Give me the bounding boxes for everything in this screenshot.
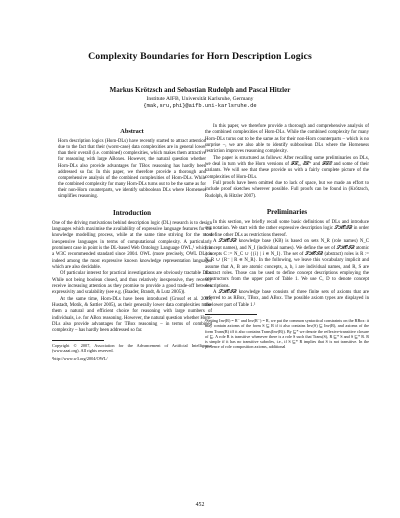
preliminaries-heading: Preliminaries — [266, 208, 308, 217]
abstract-section — [52, 128, 212, 201]
right-paragraph-2: The paper is structured as follows: After recalling some preliminaries on DLs, we deal in turn with the Horn versions of 𝓕𝓛₀, 𝓔𝓛⁺ and 𝓕𝓛𝓔 and some of their variants. We will see that these provide us with a fairly complete picture of the complexities of Horn-DLs. — [205, 155, 369, 180]
affiliation: Institute AIFB, Universität Karlsruhe, Germany — [146, 96, 254, 102]
prelim-paragraph-2: A 𝓢𝓗𝓞𝓘𝓠 knowledge base (KB) is based on sets N_R (role names) N_C (concept names), and N_I (individual names). We define the set of 𝓢𝓗𝓞𝓘𝓠 atomic concepts C := N_C ∪ {{i} | i ∈ N_I}. The set of 𝓢𝓗𝓞𝓘𝓠 (abstract) roles is R := N_R ∪ {R⁻ | R ∈ N_R}. In the following, we leave this vocabulary implicit and assume that A, B are atomic concepts, a, b, i are individual names, and R, S are abstract roles. Those can be used to define concept descriptions employing the constructors from the upper part of Table 1. We use C, D to denote concept descriptions. — [205, 239, 369, 289]
author-emails: {mak,sru,phi}@aifb.uni-karlsruhe.de — [143, 103, 257, 109]
page-number: 452 — [195, 502, 205, 508]
footnote-divider-right — [205, 314, 257, 315]
right-paragraph-1: In this paper, we therefore provide a thorough and comprehensive analysis of the combined complexities of Horn-DLs. While the combined complexity for many Horn-DLs turns out to be the same as for their non-Horn counterparts – which is no surprise –, we are also able to identify subboolean DLs where the Horneness restriction improves reasoning complexity. — [205, 124, 369, 155]
prelim-paragraph-3: A 𝓢𝓗𝓞𝓘𝓠 knowledge base consists of three finite sets of axioms that are referred to as RBox, TBox, and ABox. The possible axiom types are displayed in the lower part of Table 1.² — [205, 289, 369, 308]
footnote-1: ¹http://www.w3.org/2004/OWL/ — [52, 355, 108, 361]
right-paragraph-3: Full proofs have been omitted due to lack of space, but we made an effort to include proof sketches wherever possible. Full proofs can be found in (Krötzsch, Rudolph, & Hitzler 2007). — [205, 181, 369, 199]
intro-paragraph-1: One of the driving motivations behind description logic (DL) research is to design languages which maximise the availability of expressive language features for the knowledge modelling process, while at the same time striving for the most inexpensive languages in terms of computational complexity. A particularly prominent case in point is the DL-based Web Ontology Language OWL,¹ which is a W3C recommended standard since 2004. OWL (more precisely, OWL DL) is indeed among the most expressive known knowledge representation languages which are also decidable. — [52, 220, 212, 270]
footnote-2-block — [205, 318, 369, 350]
left-column — [52, 128, 212, 361]
abstract-text: Horn description logics (Horn-DLs) have recently started to attract attention due to the fact that their (worst-case) data complexities are in general lower than their overall (i.e. combined) complexities, which makes them attractive for reasoning with large ABoxes. However, the natural question whether Horn-DLs also provide advantages for TBox reasoning has hardly been addressed so far. In this paper, we therefore provide a thorough and comprehensive analysis of the combined complexities of Horn-DLs. While the combined complexity for many Horn-DLs turns out to be the same as for their non-Horn counterparts, we identify subboolean DLs where Horneness simplifies reasoning. — [58, 139, 206, 200]
intro-paragraph-3: At the same time, Horn-DLs have been introduced (Grosof et al. 2003; Hustadt, Motik, & Sattler 2005), as their generally lower data complexities make them a natural and efficient choice for reasoning with large numbers of individuals, i.e. for ABox reasoning. However, the natural question whether Horn-DLs also provide advantages for TBox reasoning – in terms of combined complexity – has hardly been addressed so far. — [52, 296, 212, 334]
prelim-paragraph-1: In this section, we briefly recall some basic definitions of DLs and introduce our notation. We start with the rather expressive description logic 𝓢𝓗𝓞𝓘𝓠 in order to define other DLs as restrictions thereof. — [205, 220, 369, 238]
paper-title: Complexity Boundaries for Horn Description Logics — [88, 51, 312, 62]
author-list: Markus Krötzsch and Sebastian Rudolph and Pascal Hitzler — [109, 86, 291, 94]
footnote-2: ²Setting Inv(R) = R⁻ and Inv(R⁻) = R, we put the common syntactical constraints on the RBox: it may contain axioms of the form S ⊑ R if it also contains Inv(S) ⊑ Inv(R), and axioms of the form Trans(R) iff it also contains Trans(Inv(R)). By ⊑* we denote the reflexive-transitive closure of ⊑. A role R is transitive whenever there is a role S such that Trans(S), R ⊑* S and S ⊑* R. R is simple if it has no transitive subroles, i.e., if S ⊑* R implies that S is not transitive. In the presence of role composition axioms, additional — [205, 317, 369, 350]
intro-paragraph-2: Of particular interest for practical investigations are obviously tractable DLs. While not being boolean closed, and thus relatively inexpensive, they recently receive increasing attention as they promise to provide a good trade-off between expressivity and scalability (see e.g. (Baader, Brandt, & Lutz 2005)). — [52, 271, 212, 296]
copyright-notice: Copyright © 2007, Association for the Advancement of Artificial Intelligence (www.aaai.org). All rights reserved. — [52, 342, 212, 354]
abstract-heading: Abstract — [120, 128, 144, 135]
footnote-divider — [52, 340, 104, 341]
right-column — [205, 124, 369, 350]
introduction-heading: Introduction — [113, 208, 151, 217]
